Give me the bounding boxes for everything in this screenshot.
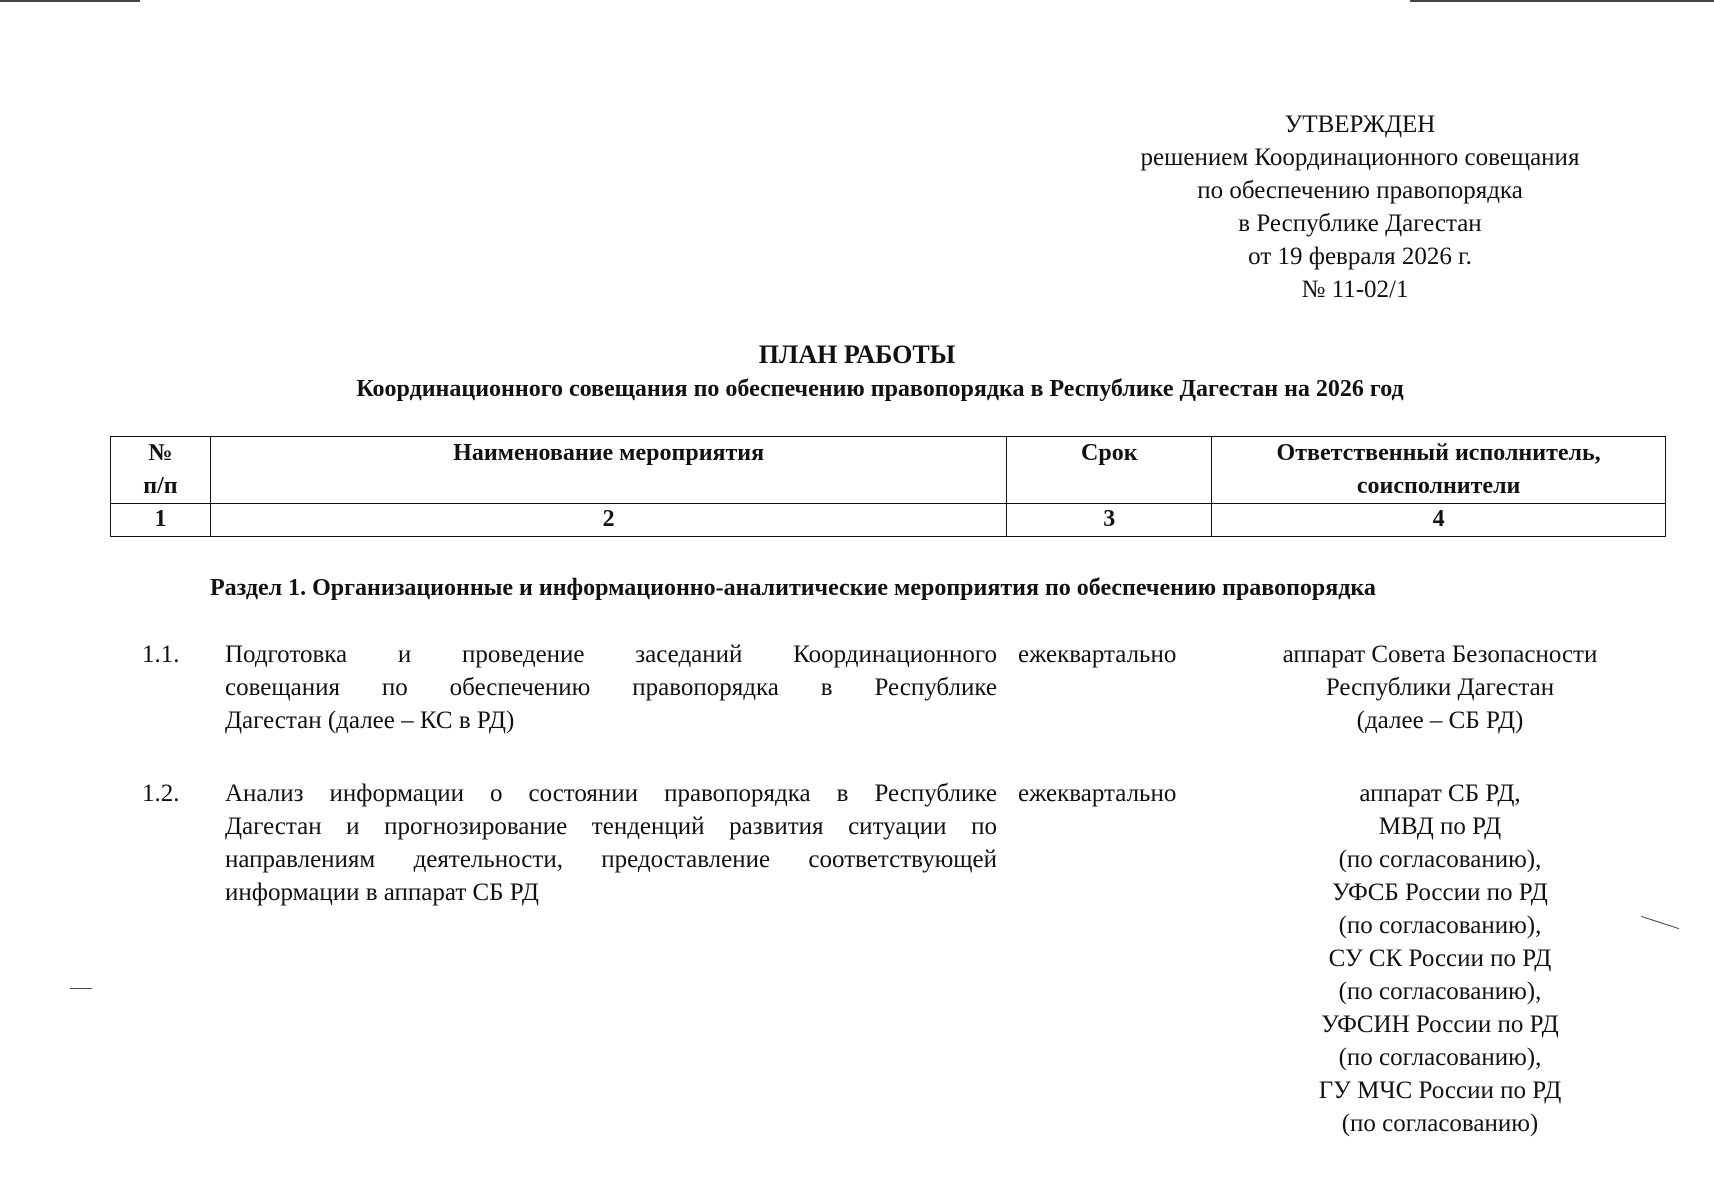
document-title — [0, 338, 1714, 406]
responsible-line: (по согласованию) — [1341, 1110, 1539, 1137]
approval-line: решением Координационного совещания — [1140, 144, 1580, 171]
item-text-line: Дагестан (далее – КС в РД) — [225, 707, 515, 734]
approval-line: в Республике Дагестан — [1238, 210, 1482, 237]
header-responsible-line2: соисполнители — [1356, 473, 1521, 499]
item-number: 1.1. — [142, 641, 180, 668]
header-cell-number — [111, 437, 211, 504]
approval-line: по обеспечению правопорядка — [1197, 177, 1523, 204]
table-header-row — [111, 437, 1666, 504]
approval-line: от 19 февраля 2026 г. — [1248, 243, 1472, 270]
responsible-line: ГУ МЧС России по РД — [1318, 1077, 1562, 1104]
item-text-line: направлениям деятельности, предоставление соответствующей — [225, 846, 997, 873]
header-number-line1: № — [148, 440, 173, 466]
responsible-line: (далее – СБ РД) — [1356, 707, 1524, 734]
column-number-cell: 2 — [210, 504, 1006, 537]
item-text-line: Подготовка и проведение заседаний Координационного — [225, 641, 997, 668]
item-text-line: совещания по обеспечению правопорядка в Республике — [225, 674, 997, 701]
responsible-line: аппарат СБ РД, — [1359, 780, 1521, 807]
column-number-cell: 1 — [111, 504, 211, 537]
column-number-cell: 4 — [1212, 504, 1666, 537]
column-number-cell: 3 — [1007, 504, 1212, 537]
responsible-line: Республики Дагестан — [1325, 674, 1555, 701]
plan-header-table — [110, 436, 1666, 537]
item-responsible — [1240, 777, 1640, 1140]
item-number: 1.2. — [142, 780, 180, 807]
responsible-line: УФСИН России по РД — [1321, 1011, 1559, 1038]
responsible-line: (по согласованию), — [1338, 978, 1542, 1005]
scan-artifact-line — [1410, 0, 1714, 2]
item-text-line: Дагестан и прогнозирование тенденций развития ситуации по — [225, 813, 997, 840]
table-number-row — [111, 504, 1666, 537]
responsible-line: аппарат Совета Безопасности — [1282, 641, 1598, 668]
section-title: Раздел 1. Организационные и информационно-аналитические мероприятия по обеспечению правопорядка — [210, 575, 1376, 601]
title-sub: Координационного совещания по обеспечению правопорядка в Республике Дагестан на 2026 год — [356, 376, 1404, 402]
title-main: ПЛАН РАБОТЫ — [758, 340, 956, 369]
approval-line: № 11-02/1 — [1301, 276, 1409, 303]
approval-block — [1090, 108, 1630, 306]
item-term: ежеквартально — [1018, 780, 1177, 807]
item-text — [225, 638, 997, 737]
header-number-line2: п/п — [143, 473, 178, 499]
item-responsible — [1240, 638, 1640, 737]
header-cell-term: Срок — [1007, 437, 1212, 504]
approval-line: УТВЕРЖДЕН — [1284, 111, 1436, 138]
scan-artifact-dash — [70, 988, 92, 989]
item-text — [225, 777, 997, 909]
item-text-line: Анализ информации о состоянии правопорядка в Республике — [225, 780, 997, 807]
responsible-line: СУ СК России по РД — [1328, 945, 1552, 972]
scan-artifact-line — [0, 0, 140, 2]
scan-artifact-dash — [1641, 916, 1679, 929]
item-term: ежеквартально — [1018, 641, 1177, 668]
responsible-line: (по согласованию), — [1338, 846, 1542, 873]
header-cell-name: Наименование мероприятия — [210, 437, 1006, 504]
header-cell-responsible — [1212, 437, 1666, 504]
responsible-line: УФСБ России по РД — [1332, 879, 1548, 906]
header-responsible-line1: Ответственный исполнитель, — [1276, 440, 1601, 466]
responsible-line: (по согласованию), — [1338, 912, 1542, 939]
item-text-line: информации в аппарат СБ РД — [225, 879, 539, 906]
responsible-line: МВД по РД — [1378, 813, 1502, 840]
responsible-line: (по согласованию), — [1338, 1044, 1542, 1071]
